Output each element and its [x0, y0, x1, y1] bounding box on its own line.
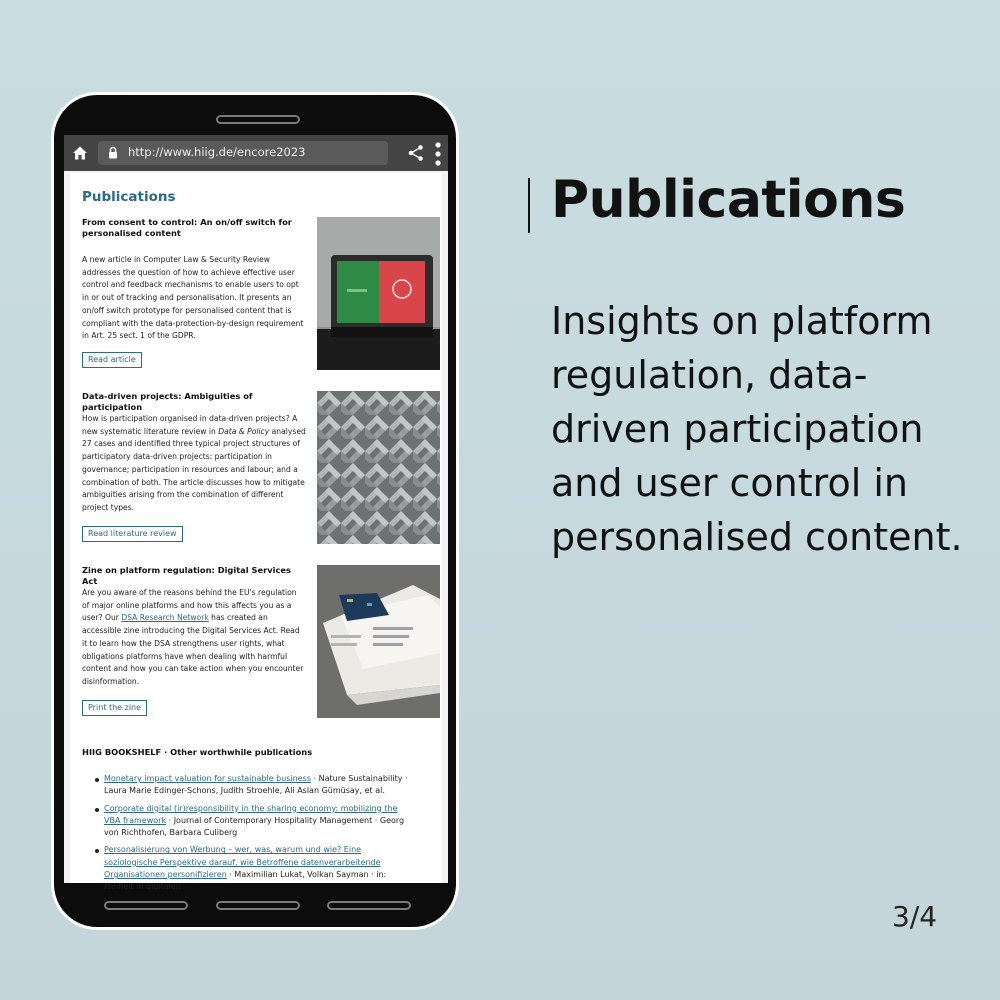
page-title: Publications: [82, 189, 176, 205]
share-icon[interactable]: [407, 144, 425, 162]
article-body: How is participation organised in data-driven projects? A new systematic literature review in Data & Policy analysed 27 cases and identified three typical project structures of participatory data-driven projects: participation in governance; participation in resources and labour; and a combination of both. The article discusses how to mitigate ambiguities arising from the combination of different project types.: [82, 414, 306, 512]
bookshelf-link[interactable]: Personalisierung von Werbung – wer, was, warum und wie? Eine soziologische Perspektive darauf, wie Betroffene datenverarbeitende Organisationen personifizieren: [104, 845, 381, 880]
bookshelf-item: Monetary impact valuation for sustainable business · Nature Sustainability · Laura Marie Edinger-Schons, Judith Stroehle, Ali Aslan Gümüsay, et al.: [104, 773, 414, 798]
heading-divider: [528, 178, 530, 233]
phone-screen: [64, 135, 448, 892]
article-title: Data-driven projects: Ambiguities of participation: [82, 391, 253, 412]
herringbone-tiles-image: [317, 391, 440, 544]
slide-counter: 3/4: [892, 900, 938, 933]
article-title: From consent to control: An on/off switch for personalised content: [82, 217, 292, 238]
more-vert-icon[interactable]: [431, 141, 445, 167]
bookshelf-link[interactable]: Monetary impact valuation for sustainable business: [104, 774, 311, 783]
bookshelf-title: HIIG BOOKSHELF · Other worthwhile publications: [82, 747, 313, 757]
bookshelf-item: Personalisierung von Werbung – wer, was, warum und wie? Eine soziologische Perspektive darauf, wie Betroffene datenverarbeitende Organisationen personifizieren · Maximilian Lukat, Volkan Sayman · in: Freiheit in digitalen: [104, 844, 414, 893]
read-literature-review-button[interactable]: Read literature review: [82, 526, 183, 542]
recents-nav-button[interactable]: [327, 901, 411, 910]
bookshelf-link[interactable]: Corporate digital (ir)responsibility in the sharing economy: mobilizing the VBA framework: [104, 803, 398, 825]
dsa-research-network-link[interactable]: DSA Research Network: [121, 613, 209, 623]
zine-photo-image: [317, 565, 440, 718]
print-the-zine-button[interactable]: Print the zine: [82, 700, 147, 716]
phone-frame: [51, 92, 459, 930]
url-text: http://www.hiig.de/encore2023: [128, 145, 306, 159]
back-nav-button[interactable]: [104, 901, 188, 910]
journal-name: Data & Policy: [218, 426, 270, 436]
on-off-switch-image: [317, 217, 440, 370]
url-bar[interactable]: [98, 141, 388, 165]
web-page: [70, 173, 442, 892]
browser-toolbar: [64, 135, 448, 171]
phone-speaker: [216, 115, 300, 124]
bookshelf-item: Corporate digital (ir)responsibility in the sharing economy: mobilizing the VBA framework · Journal of Contemporary Hospitality Management · Georg von Richthofen, Barbara Culiberg: [104, 803, 414, 840]
bookshelf-list: [104, 773, 414, 899]
slide-description: Insights on platform regulation, data-driven participation and user control in personalised content.: [551, 299, 963, 559]
article-title: Zine on platform regulation: Digital Services Act: [82, 565, 291, 586]
lock-icon: [108, 146, 118, 159]
article-body: A new article in Computer Law & Security Review addresses the question of how to achieve effective user control and feedback mechanisms to enable users to opt in or out of tracking and personalisation. It presents an on/off switch prototype for personalised content that is compliant with the data-protection-by-design requirement in Art. 25 sect. 1 of the GDPR.: [82, 255, 304, 341]
article-body: Are you aware of the reasons behind the EU's regulation of major online platforms and how this affects you as a user? Our DSA Research Network has created an accessible zine introducing the Digital Services Act. Read it to learn how the DSA strengthens user rights, what obligations platforms have when dealing with harmful content and how you can take action when you encounter disinformation.: [82, 588, 304, 686]
home-icon[interactable]: [72, 145, 88, 161]
read-article-button[interactable]: Read article: [82, 352, 142, 368]
home-nav-button[interactable]: [216, 901, 300, 910]
slide-heading: Publications: [551, 170, 906, 230]
